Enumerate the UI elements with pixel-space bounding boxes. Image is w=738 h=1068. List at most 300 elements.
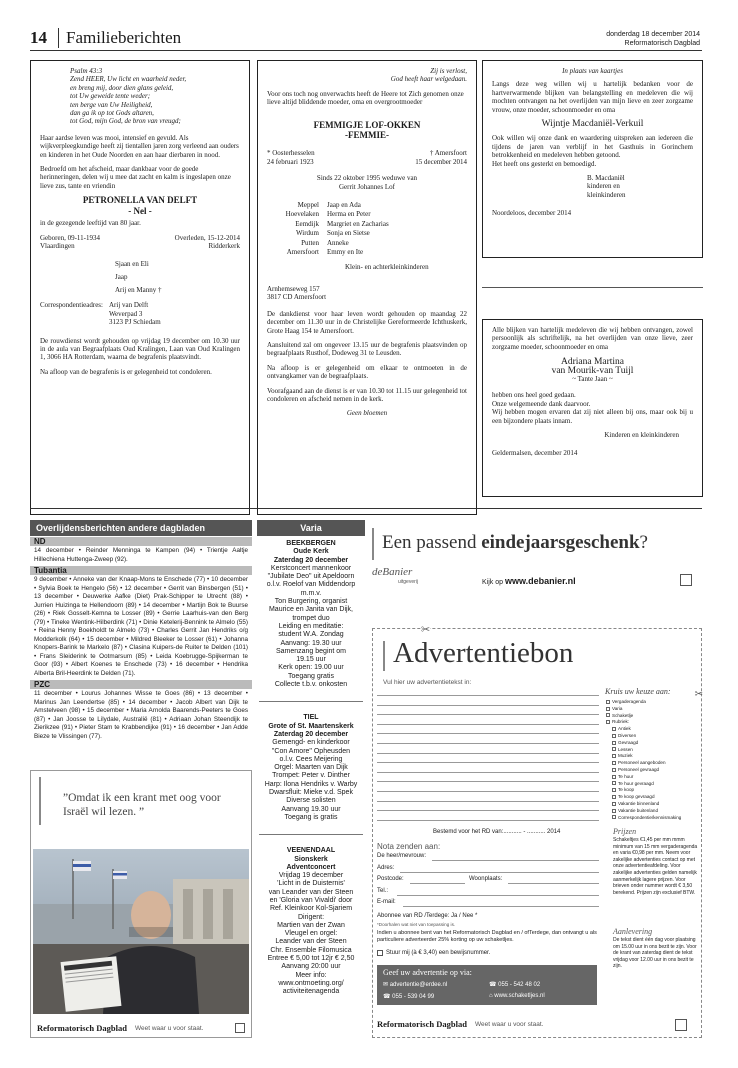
choice-option[interactable] [612, 774, 698, 781]
event-line: Kerstconcert mannenkoor [270, 564, 352, 572]
event-line: Martien van der Zwan [277, 921, 345, 929]
choice-option[interactable] [612, 794, 698, 801]
field-input-line[interactable] [432, 860, 599, 861]
choice-option[interactable] [612, 747, 698, 754]
form-instruction: Vul hier uw advertentietekst in: [383, 679, 472, 686]
obituary-text: De dankdienst voor haar leven wordt gehouden op maandag 22 december om 11.30 uur in de Christelijke Gereformeerde Ichthuskerk, Grote Haag 154 te Amersfoort. [267, 309, 467, 335]
ad-accent [372, 528, 374, 560]
event-veenendaal [257, 847, 365, 996]
header-date [606, 30, 700, 48]
text-line[interactable] [377, 714, 599, 715]
choice-option[interactable] [612, 808, 698, 815]
advertentiebon-form [372, 623, 703, 1038]
choice-option[interactable] [612, 787, 698, 794]
rd-logo: Reformatorisch Dagblad [377, 1019, 467, 1029]
checkbox[interactable] [612, 815, 616, 819]
field-label: Tel.: [377, 887, 389, 894]
family-member [273, 210, 467, 218]
choice-option[interactable] [606, 699, 698, 706]
delivery-text: De tekst dient één dag voor plaatsing om 15.00 uur in ons bezit te zijn. Voor de krant van zaterdag dient de tekst vrijdag voor 12.00 uur in ons bezit te zijn. [613, 937, 697, 970]
family-member: Sjaan en Eli [115, 260, 149, 269]
choice-option[interactable] [606, 719, 698, 726]
event-beekbergen [257, 540, 365, 689]
banier-logo: deBanier [372, 566, 413, 578]
event-line: Samenzang begint om [275, 647, 347, 655]
family-place: Amersfoort [286, 248, 319, 257]
choice-label: Personeel gevraagd [618, 766, 660, 772]
field-input-line[interactable] [403, 906, 599, 907]
place-date: Geldermalsen, december 2014 [492, 449, 578, 458]
checkbox[interactable] [612, 734, 616, 738]
choice-option[interactable] [612, 767, 698, 774]
choice-label: Te huur [618, 773, 634, 779]
event-line: Vrijdag 19 december [278, 872, 344, 880]
event-line: Gemengd- en kinderkoor [272, 739, 350, 747]
family-place: Putten [301, 238, 319, 247]
checkbox[interactable] [612, 741, 616, 745]
event-line: Dirigent: [297, 913, 325, 921]
correspondence [40, 301, 240, 326]
scissors-icon: ✂ [694, 689, 703, 700]
page-number: 14 [30, 28, 47, 47]
obituary-text: Na afloop van de begrafenis is er gelegenheid tot condoleren. [40, 367, 212, 376]
choice-label: Rubriek: [612, 719, 630, 725]
place-date: Noordeloos, december 2014 [492, 209, 572, 218]
thanks-text: Alle blijken van hartelijk medeleven die wij hebben ontvangen, zowel persoonlijk als schriftelijk, na het overlijden van onze lieve, zeer zorgzame moeder, schoonmoeder en oma [492, 326, 693, 351]
psalm-line: Zend HEER, Uw licht en waarheid neder, [70, 75, 187, 84]
text-line[interactable] [377, 724, 599, 725]
field-input-line[interactable] [508, 883, 599, 884]
banier-cta [482, 576, 576, 586]
signature [587, 174, 693, 199]
died-place: Ridderkerk [208, 241, 240, 250]
delivery-title: Aanlevering [613, 927, 653, 936]
text-line[interactable] [377, 743, 599, 744]
field-input-line[interactable] [397, 895, 599, 896]
checkbox[interactable] [612, 795, 616, 799]
event-line: Aanvang 19.30 uur [281, 805, 341, 813]
choice-label: Varia [612, 705, 623, 711]
text-line[interactable] [377, 810, 599, 811]
psalm-line: tot Uw geweide tente weder; [70, 92, 151, 101]
checkbox[interactable] [377, 950, 383, 956]
family-member [273, 201, 467, 209]
event-line: Oude Kerk [293, 548, 329, 556]
family-member [273, 239, 467, 247]
event-line: Sionskerk [294, 855, 328, 863]
event-line: Chr. Ensemble Filomusica [270, 946, 352, 954]
psalm-lines [70, 75, 240, 125]
form-title: Advertentiebon [393, 637, 574, 669]
correspondence-label: Correspondentieadres: [40, 301, 103, 310]
headline-part: Een passend [382, 532, 482, 553]
signature-line: kleinkinderen [587, 190, 626, 199]
thanks-text: Ook willen wij onze dank en waardering uitspreken aan iedereen die tijdens de jaren van verblijf in het Gasthuis in Gorinchem betrokkenheid en medeleven hebben getoond. [492, 134, 693, 160]
ad-photo [33, 849, 249, 1014]
varia-column [257, 520, 365, 1038]
choice-option[interactable] [612, 726, 698, 733]
divider [259, 834, 363, 835]
family-list [115, 258, 240, 297]
family-place: Meppel [297, 201, 319, 210]
nota-title: Nota zenden aan: [377, 842, 441, 851]
choice-label: Te huur gevraagd [618, 780, 654, 786]
paper-label-tubantia: Tubantia [30, 566, 252, 575]
event-line: Kerk open: 19.00 uur [278, 664, 344, 672]
choice-option[interactable] [612, 753, 698, 760]
section-title: Familieberichten [66, 28, 182, 47]
field-input-line[interactable] [400, 872, 599, 873]
checkbox[interactable] [606, 700, 610, 704]
choice-label: Lessen [618, 746, 633, 752]
born-date: Geboren, 09-11-1934 [40, 233, 101, 242]
text-line[interactable] [377, 695, 599, 696]
signature: Kinderen en kleinkinderen [604, 431, 679, 440]
dates-row [267, 158, 467, 166]
quote-line: God heeft haar welgedaan. [390, 75, 467, 84]
thanks-text: Wij hebben mogen ervaren dat zij niet alleen bij ons, maar ook bij u een bijzondere plaats innam. [492, 408, 693, 425]
obituaries-other-papers [30, 520, 252, 768]
proof-copy-label: Stuur mij (à € 3,40) een bewijsnummer. [386, 950, 491, 956]
event-line: trompet duo [292, 614, 330, 622]
man-with-newspaper-photo [33, 849, 249, 1014]
address-line: Arij van Delft [108, 301, 149, 310]
thanks-text: Onze welgemeende dank daarvoor. [492, 399, 591, 408]
deceased-nickname: - Nel - [128, 205, 152, 216]
deceased-name: PETRONELLA VAN DELFT [82, 195, 198, 206]
checkbox[interactable] [612, 809, 616, 813]
address-line: 3123 PJ Schiedam [108, 318, 161, 327]
choice-label: Vergaderagenda [612, 699, 646, 704]
places-row [40, 242, 240, 250]
family-member [273, 229, 467, 237]
qr-icon [680, 574, 692, 586]
phone-row[interactable]: ☎ 055 - 542 48 02 [489, 982, 541, 988]
choice-option[interactable] [612, 781, 698, 788]
varia-header: Varia [257, 520, 365, 536]
bestemd-field[interactable]: Bestemd voor het RD van:........... - ........... 2014 [433, 829, 561, 835]
address-line: 3817 CD Amersfoort [267, 293, 327, 302]
family-place: Eemdijk [295, 219, 319, 228]
proof-copy-option[interactable] [377, 950, 490, 956]
psalm-line: tot God, mijn God, de bron van vreugd; [70, 117, 181, 126]
choice-label: Muziek [618, 753, 633, 759]
banier-url[interactable]: www.debanier.nl [504, 576, 576, 586]
phone-row[interactable]: ☎ 055 - 539 04 99 [383, 994, 435, 1000]
obituary-text: Voor ons toch nog onverwachts heeft de Heere tot Zich genomen onze lieve altijd bliddende moeder, oma en overgrootmoeder [267, 89, 464, 107]
deceased-nickname: -FEMMIE- [345, 130, 389, 141]
event-line: 19.15 uur [296, 656, 326, 664]
psalm-line: dan ga ik op tot Gods altaren, [70, 109, 154, 118]
text-line[interactable] [377, 781, 599, 782]
abonnee-field[interactable]: Abonnee van RD /Terdege: Ja / Nee * [377, 913, 478, 919]
rd-advertisement [30, 770, 252, 1038]
text-line[interactable] [377, 820, 599, 821]
text-line[interactable] [377, 772, 599, 773]
husband-name: Gerrit Johannes Lof [339, 182, 395, 191]
obituary-list-nd: 14 december • Reinder Menninga te Kampen (94) • Trientje Aaltje Hillechiena Huttenga-Zweep (92). [34, 547, 248, 563]
choice-option[interactable] [612, 801, 698, 808]
signature-line: B. Macdaniël [587, 174, 625, 183]
event-line: Adventconcert [286, 863, 336, 871]
thanks-text: hebben ons heel goed gedaan. [492, 391, 576, 400]
choice-label: Antiek [618, 726, 631, 732]
event-line: Orgel: Maarten van Dijk [274, 764, 348, 772]
family-member [273, 248, 467, 256]
headline-bold: eindejaarsgeschenk [481, 532, 640, 553]
prices-text: Schakeltjes €1,45 per mm mmm minimum van 15 mm vergaderagenda en varia €0,98 per mm. Neem voor zakelijke advertenties contact op met onze advertentieafdeling. Voor zakelijke advertenties gelden namelijk aanmerkelijk lagere prijzen. Voor brieven onder nummer wordt € 3,50 berekend. Prijzen zijn exclusief BTW. [613, 837, 698, 896]
field-label: De heer/mevrouw: [377, 853, 427, 859]
checkbox[interactable] [606, 707, 610, 711]
psalm-line: en breng mij, door dien glans geleid, [70, 83, 174, 92]
checkbox[interactable] [612, 727, 616, 731]
obituary-list-tubantia: 9 december • Anneke van der Knaap-Mons te Enschede (77) • 10 december • Sylvia Boek te Hengelo (56) • 12 december • Gerrit van Binsbergen (51) • 13 december • Deuwerke Aafke (Diet) Prak-Schipper te Utrecht (88) • Jurrien Huizinga te Hellendoorn (89) • 14 december • Martijn Bok te Buurse (26) • Riek Gosselt-Kemna te Losser (89) • Gerrie Laarhuis-van den Berg (79) • Tineke Wentink-Hilberdink (71) • Dinie Ketelerij-Bennink te Almelo (55) • Reina Henny Boekholdt te Almelo (73) • Charles Gerrit Jan Hendriks o/g Modderkolk (64) • 15 december • Mildred Bleeker te Losser (61) • Johanna Knopers-Barink te Markelo (87) • Clasina Kuipers-de Ruiter te Delden (101) • Frans Sleiderink te Ootmarsum (85) • Leida Koebrugge-Spijkerman te Goor (93) • Albert Koenes te Enschede (73) • 16 december • Hendrika Alberta Bril-Heerdink te Delden (71). [34, 576, 248, 677]
correspondence-address [109, 301, 161, 326]
event-line: Meer info: [295, 971, 327, 979]
obituary-text: Voorafgaand aan de dienst is er van 10.30 tot 11.15 uur gelegenheid tot condoleren en afscheid nemen in de kerk. [267, 386, 467, 403]
text-line[interactable] [377, 733, 599, 734]
header-divider [58, 28, 59, 48]
paper-label-pzc: PZC [30, 680, 252, 689]
checkbox[interactable] [612, 802, 616, 806]
deceased-name: FEMMIGJE LOF-OKKEN [313, 119, 421, 130]
event-line: activiteitenagenda [282, 988, 340, 996]
deceased-name: Wijntje Macdaniël-Verkuil [541, 119, 644, 130]
choice-option[interactable] [606, 713, 698, 720]
field-label: E-mail: [377, 899, 396, 906]
event-line: Entree € 5,00 tot 12jr € 2,50 [267, 955, 355, 963]
web-row[interactable]: ⌂ www.schaketljes.nl [489, 993, 545, 999]
obituary-text: Na afloop is er gelegenheid om elkaar te ontmoeten in de ontvangkamer van de begraafplaats. [267, 363, 467, 381]
born-date: 24 februari 1923 [267, 157, 314, 166]
address-line: Arnhemseweg 157 [267, 284, 320, 293]
ad-quote-end: ” [139, 806, 145, 818]
event-line: o.l.v. Roelof van Middendorp [266, 581, 356, 589]
event-line: Zaterdag 20 december [273, 556, 349, 564]
family-names: Sonja en Sietse [327, 229, 370, 238]
signature-line: kinderen en [587, 182, 620, 191]
rd-tagline: Weet waar u voor staat. [134, 1024, 204, 1032]
died-date: Overleden, 15-12-2014 [174, 233, 240, 242]
checkbox[interactable] [612, 754, 616, 758]
event-line: Collecte t.b.v. onkosten [274, 681, 348, 689]
deceased-nickname: ~ Tante Jaan ~ [572, 375, 613, 384]
text-line[interactable] [377, 705, 599, 706]
contact-title: Geef uw advertentie op via: [383, 968, 472, 977]
no-flowers: Geen bloemen [346, 409, 388, 418]
obituaries-header: Overlijdensberichten andere dagbladen [30, 520, 252, 536]
text-line[interactable] [377, 762, 599, 763]
event-line: Aanvang: 19.30 uur [280, 639, 342, 647]
family-names: Herma en Peter [327, 210, 371, 219]
choice-option[interactable] [612, 740, 698, 747]
obituary-list-pzc: 11 december • Lourus Johannes Wisse te Goes (86) • 13 december • Marinus Jan Leendertse (85) • 14 december • Jacob Albert van Dijk te Amstelveen (98) • 15 december • Maria Arnolda Baarends-Peeters te Goes (87) • Jan Joosse te Lilydale, Australië (81) • Adriaan Johan Steendijk te Zierikzee (91) • Pieter Stam te Krabbendijke (91) • 16 december • Jan Adde Bieze te Vlissingen (77). [34, 690, 248, 740]
event-line: Toegang gratis [288, 672, 334, 680]
thanks-verkuil [482, 60, 703, 258]
family-member: Jaap [115, 273, 128, 282]
header-rule [30, 50, 702, 51]
died-place: † Amersfoort [429, 149, 467, 158]
event-line: BEEKBERGEN [286, 540, 336, 547]
event-line: Leander van der Steen [275, 938, 347, 946]
choice-option[interactable] [612, 760, 698, 767]
divider [259, 701, 363, 702]
choice-label: Personeel aangeboden [618, 760, 666, 766]
quote-line: Zij is verlost, [430, 67, 467, 75]
age-text: in de gezegende leeftijd van 80 jaar. [40, 219, 141, 228]
thanks-title: In plaats van kaartjes [562, 67, 623, 75]
checkbox[interactable] [606, 720, 610, 724]
form-note: *Doorhalen wat niet van toepassing is. [377, 922, 456, 927]
checkbox[interactable] [612, 775, 616, 779]
checkbox[interactable] [612, 781, 616, 785]
phone-text[interactable]: 055 - 542 48 02 [498, 982, 541, 988]
choice-label: Diversen [618, 732, 637, 738]
ad-footer [37, 1023, 203, 1033]
thanks-text: Langs deze weg willen wij u hartelijk bedanken voor de hartverwarmende blijken van belangstelling en medeleven die wij mochten ontvangen na het overlijden van mijn lieve en zeer zorgzame vrouw, onze moeder, schoonmoeder en oma [492, 80, 693, 114]
choice-label: Correspondentie/kennismaking [618, 814, 682, 820]
event-line: Trompet: Peter v. Dinther [272, 772, 350, 780]
form-footer [377, 1019, 543, 1029]
event-line: www.ontmoeting.org/ [278, 979, 344, 987]
banier-logo-sub: uitgeverij [398, 579, 419, 585]
paper-label-nd: ND [30, 537, 252, 546]
dates-row [40, 234, 240, 242]
places-row [267, 149, 467, 157]
event-line: Leiding en meditatie: [278, 622, 344, 630]
psalm-line: ten berge van Uw Heiligheid, [70, 100, 153, 109]
banier-advertisement [372, 522, 702, 607]
obituary-text: Bedroefd om het afscheid, maar dankbaar voor de goede herinneringen, delen wij u mee dat zacht en kalm is ingeslapen onze lieve zus, tante en vriendin [40, 165, 231, 190]
checkbox[interactable] [612, 788, 616, 792]
email-text[interactable]: advertentie@erdee.nl [389, 982, 448, 988]
field-input-line[interactable] [410, 883, 465, 884]
born-place: Vlaardingen [40, 241, 75, 250]
event-line: Toegang is gratis [284, 813, 338, 821]
email-row[interactable]: ✉ advertentie@erdee.nl [383, 982, 448, 988]
choice-label: Vakantie buitenland [618, 807, 659, 813]
family-names: Margriet en Zacharias [327, 219, 389, 228]
event-line: o.l.v. Cees Meijering [279, 755, 343, 763]
obituary-text: Haar aardse leven was mooi, intensief en gevuld. Als wijkverpleegkundige heeft zij tientallen jaren zorg verleend aan ouders en kinderen in het Oude Noorden en aan haar dierbaren in nood. [40, 133, 239, 159]
event-line: Harp: Ilona Hendriks v. Warby [264, 780, 358, 788]
rd-tagline: Weet waar u voor staat. [474, 1020, 544, 1028]
rd-logo: Reformatorisch Dagblad [37, 1023, 127, 1033]
family-names: Emmy en Ite [327, 248, 364, 257]
event-line: Ton Burgering, organist [274, 598, 348, 606]
choice-list[interactable] [606, 699, 698, 821]
scissors-icon: ✂ [421, 623, 431, 636]
qr-icon [235, 1023, 245, 1033]
choice-option[interactable] [606, 706, 698, 713]
field-label: Adres: [377, 864, 395, 871]
paper-name: Reformatorisch Dagblad [624, 40, 700, 47]
field-label: Woonplaats: [469, 876, 503, 883]
choice-label: Vakantie binnenland [618, 800, 660, 806]
choice-option[interactable] [612, 815, 698, 822]
event-line: TIEL [303, 714, 319, 722]
date-text: donderdag 18 december 2014 [606, 31, 700, 38]
checkbox[interactable] [612, 768, 616, 772]
banier-headline [382, 532, 648, 554]
event-line: Diverse solisten [286, 797, 336, 805]
prices-title: Prijzen [613, 827, 637, 836]
event-line: Ref. Kleinkoor Kol-Sjariem [269, 905, 353, 913]
choice-option[interactable] [612, 733, 698, 740]
event-line: Zaterdag 20 december [273, 730, 349, 738]
event-line: Maurice en Janita van Dijk, [268, 606, 354, 614]
family-member [273, 220, 467, 228]
qr-icon [675, 1019, 687, 1031]
obituary-text: De rouwdienst wordt gehouden op vrijdag 19 december om 10.30 uur in de aula van Begraafplaats Oud Kralingen, Laan van Oud Kralingen 1, 3066 HA Rotterdam, waarna de begrafenis plaatsvindt. [40, 336, 240, 362]
family-place: Hoevelaken [285, 210, 319, 219]
widow-text: Sinds 22 oktober 1995 weduwe van [316, 174, 418, 183]
deceased-name: van Mourik-van Tuijl [551, 365, 634, 376]
text-line[interactable] [377, 791, 599, 792]
family-names: Anneke [327, 238, 349, 247]
ad-quote-text: ”Omdat ik een krant met oog voor Israël wil lezen. [63, 792, 221, 818]
thanks-text: Het heeft ons gesterkt en bemoedigd. [492, 159, 597, 168]
text-line[interactable] [377, 753, 599, 754]
event-line: m.m.v. [300, 589, 322, 597]
event-line: Vleugel en orgel: [284, 930, 338, 938]
psalm-ref: Psalm 43:3 [70, 67, 103, 75]
divider [482, 287, 703, 288]
phone-text[interactable]: 055 - 539 04 99 [392, 994, 435, 1000]
contact-panel [377, 965, 597, 1005]
born-place: * Oosterhesselen [267, 149, 315, 158]
checkbox[interactable] [612, 747, 616, 751]
family-names: Jaap en Ada [327, 201, 361, 210]
event-line: en 'Gloria van Vivaldi' door [269, 896, 353, 904]
discount-text: Indien u abonnee bent van het Reformatorisch Dagblad en / ofTerdege, dan ontvangt u als particuliere adverteerder 25% korting op uw schaketljes. [377, 930, 597, 943]
section-rule [30, 508, 702, 509]
event-line: Grote of St. Maartenskerk [268, 722, 354, 730]
family-list [273, 201, 467, 256]
family-member: Arij en Manny † [115, 286, 162, 295]
field-label: Postcode: [377, 876, 404, 883]
event-line: 'Licht in de Duisternis' [277, 880, 345, 888]
cta-label: Kijk op [482, 579, 504, 586]
headline-question: ? [639, 532, 648, 553]
choice-label: Te koop gevraagd [618, 794, 655, 800]
choice-label: Te koop [618, 787, 635, 793]
checkbox[interactable] [612, 761, 616, 765]
ad-quote [39, 777, 251, 825]
checkbox[interactable] [606, 713, 610, 717]
deceased-name: Adriana Martina [560, 357, 625, 368]
obituary-van-delft [30, 60, 250, 515]
thanks-van-tuijl [482, 319, 703, 497]
text-line[interactable] [377, 801, 599, 802]
web-text[interactable]: www.schaketljes.nl [494, 993, 545, 999]
choice-title: Kruis uw keuze aan: [605, 687, 671, 696]
event-line: VEENENDAAL [286, 847, 336, 855]
event-line: "Con Amore" Opheusden [271, 747, 351, 755]
event-line: Dwarsfluit: Mieke v.d. Spek [269, 789, 353, 797]
event-line: "Jubilate Deo" uit Apeldoorn [267, 573, 355, 581]
died-date: 15 december 2014 [415, 157, 467, 166]
choice-label: Gevraagd [618, 739, 639, 745]
psalm-quote [70, 67, 240, 126]
event-line: student W.A. Zondag [278, 631, 344, 639]
event-line: van Leander van der Steen [268, 888, 354, 896]
grandchildren: Klein- en achterkleinkinderen [345, 262, 429, 271]
obituary-text: Aansluitend zal om ongeveer 13.15 uur de begrafenis plaatsvinden op begraafplaats Rusthof, Dodeweg 31 te Leusden. [267, 340, 467, 358]
obituary-lof-okken [257, 60, 477, 515]
family-place: Wirdum [295, 229, 319, 238]
event-tiel [257, 714, 365, 822]
